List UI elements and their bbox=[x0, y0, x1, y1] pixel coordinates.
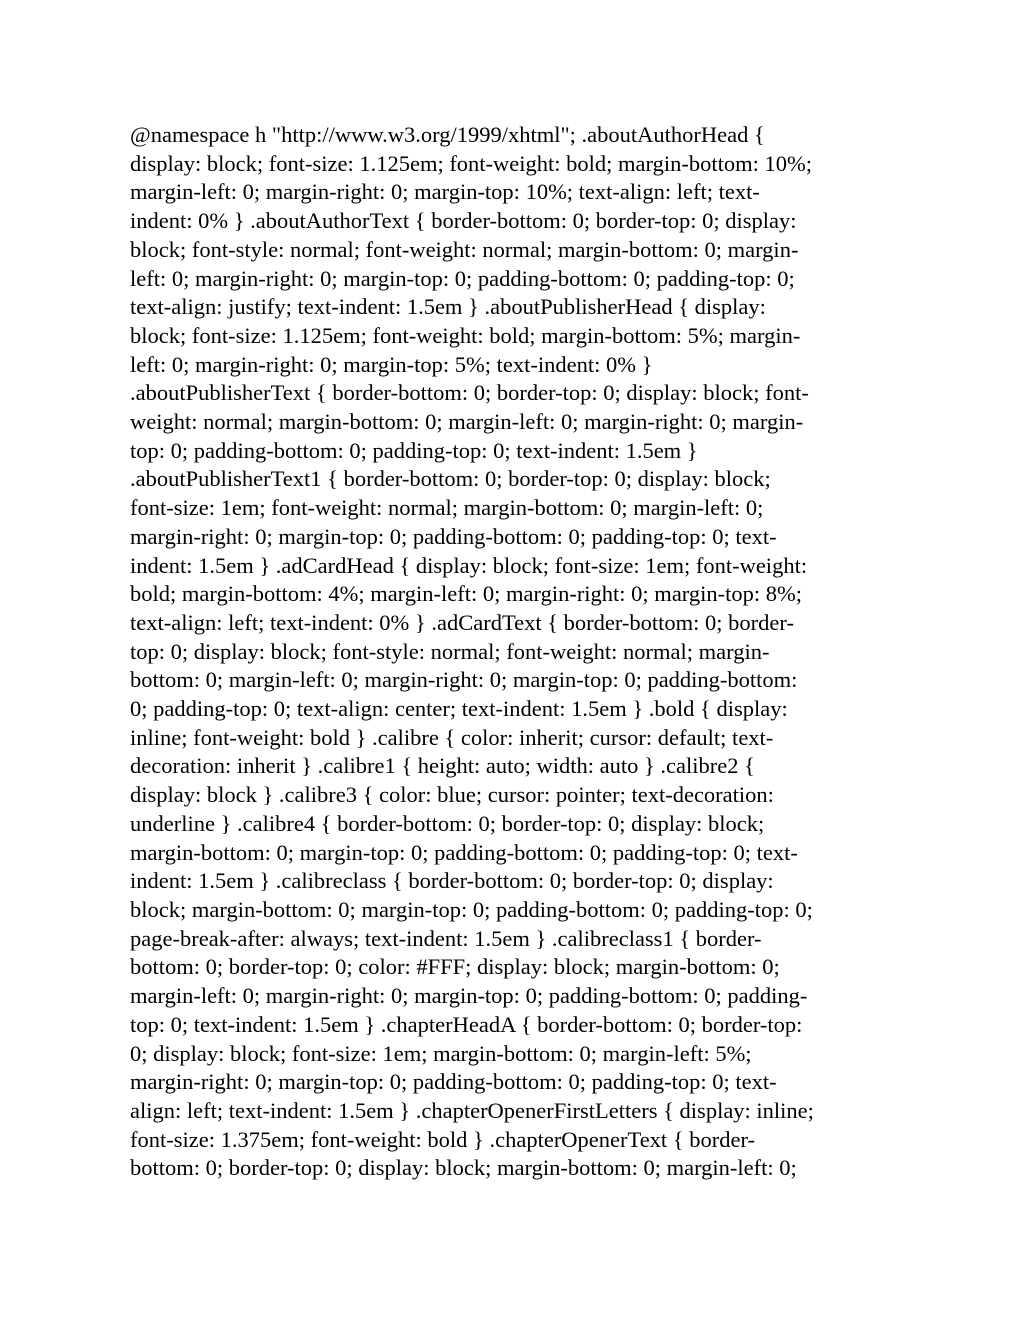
text-line: .aboutPublisherText { border-bottom: 0; border-top: 0; display: block; font- bbox=[130, 380, 809, 406]
text-line: inline; font-weight: bold } .calibre { color: inherit; cursor: default; text- bbox=[130, 724, 774, 750]
text-line: block; font-style: normal; font-weight: normal; margin-bottom: 0; margin- bbox=[130, 236, 799, 262]
text-line: weight: normal; margin-bottom: 0; margin-left: 0; margin-right: 0; margin- bbox=[130, 409, 804, 435]
text-line: block; font-size: 1.125em; font-weight: bold; margin-bottom: 5%; margin- bbox=[130, 322, 801, 348]
text-line: @namespace h "http://www.w3.org/1999/xhtml"; .aboutAuthorHead { bbox=[130, 122, 765, 147]
text-line: bottom: 0; border-top: 0; color: #FFF; display: block; margin-bottom: 0; bbox=[130, 954, 780, 980]
text-line: left: 0; margin-right: 0; margin-top: 0; padding-bottom: 0; padding-top: 0; bbox=[130, 265, 795, 291]
text-line: decoration: inherit } .calibre1 { height: auto; width: auto } .calibre2 { bbox=[130, 753, 755, 779]
text-line: display: block } .calibre3 { color: blue; cursor: pointer; text-decoration: bbox=[130, 782, 774, 808]
text-line: left: 0; margin-right: 0; margin-top: 5%; text-indent: 0% } bbox=[130, 351, 653, 377]
text-line: margin-right: 0; margin-top: 0; padding-bottom: 0; padding-top: 0; text- bbox=[130, 1069, 777, 1095]
text-line: block; margin-bottom: 0; margin-top: 0; padding-bottom: 0; padding-top: 0; bbox=[130, 896, 813, 922]
text-line: indent: 1.5em } .adCardHead { display: block; font-size: 1em; font-weight: bbox=[130, 552, 808, 578]
text-line: align: left; text-indent: 1.5em } .chapterOpenerFirstLetters { display: inline; bbox=[130, 1097, 814, 1123]
text-line: 0; display: block; font-size: 1em; margin-bottom: 0; margin-left: 5%; bbox=[130, 1040, 752, 1066]
text-line: page-break-after: always; text-indent: 1.5em } .calibreclass1 { border- bbox=[130, 925, 762, 951]
text-line: margin-left: 0; margin-right: 0; margin-top: 0; padding-bottom: 0; padding- bbox=[130, 983, 808, 1009]
text-line: font-size: 1em; font-weight: normal; margin-bottom: 0; margin-left: 0; bbox=[130, 495, 764, 521]
text-line: font-size: 1.375em; font-weight: bold } .chapterOpenerText { border- bbox=[130, 1126, 756, 1152]
text-line: indent: 0% } .aboutAuthorText { border-bottom: 0; border-top: 0; display: bbox=[130, 208, 797, 234]
text-line: top: 0; display: block; font-style: normal; font-weight: normal; margin- bbox=[130, 638, 770, 664]
text-line: display: block; font-size: 1.125em; font-weight: bold; margin-bottom: 10%; bbox=[130, 150, 812, 176]
text-line: margin-right: 0; margin-top: 0; padding-bottom: 0; padding-top: 0; text- bbox=[130, 523, 777, 549]
text-line: underline } .calibre4 { border-bottom: 0; border-top: 0; display: block; bbox=[130, 810, 765, 836]
text-line: bottom: 0; margin-left: 0; margin-right: 0; margin-top: 0; padding-bottom: bbox=[130, 667, 798, 693]
text-line: .aboutPublisherText1 { border-bottom: 0; border-top: 0; display: block; bbox=[130, 466, 771, 492]
css-text-block bbox=[130, 121, 900, 1183]
text-line: text-align: left; text-indent: 0% } .adCardText { border-bottom: 0; border- bbox=[130, 609, 794, 635]
text-line: margin-bottom: 0; margin-top: 0; padding-bottom: 0; padding-top: 0; text- bbox=[130, 839, 798, 865]
text-line: margin-left: 0; margin-right: 0; margin-top: 10%; text-align: left; text- bbox=[130, 179, 760, 205]
text-line: bottom: 0; border-top: 0; display: block; margin-bottom: 0; margin-left: 0; bbox=[130, 1155, 797, 1181]
text-line: 0; padding-top: 0; text-align: center; text-indent: 1.5em } .bold { display: bbox=[130, 696, 788, 722]
text-line: bold; margin-bottom: 4%; margin-left: 0; margin-right: 0; margin-top: 8%; bbox=[130, 581, 803, 607]
text-line: indent: 1.5em } .calibreclass { border-bottom: 0; border-top: 0; display: bbox=[130, 868, 774, 894]
text-line: top: 0; text-indent: 1.5em } .chapterHeadA { border-bottom: 0; border-top: bbox=[130, 1011, 803, 1037]
text-line: text-align: justify; text-indent: 1.5em } .aboutPublisherHead { display: bbox=[130, 294, 766, 320]
text-line: top: 0; padding-bottom: 0; padding-top: 0; text-indent: 1.5em } bbox=[130, 437, 698, 463]
